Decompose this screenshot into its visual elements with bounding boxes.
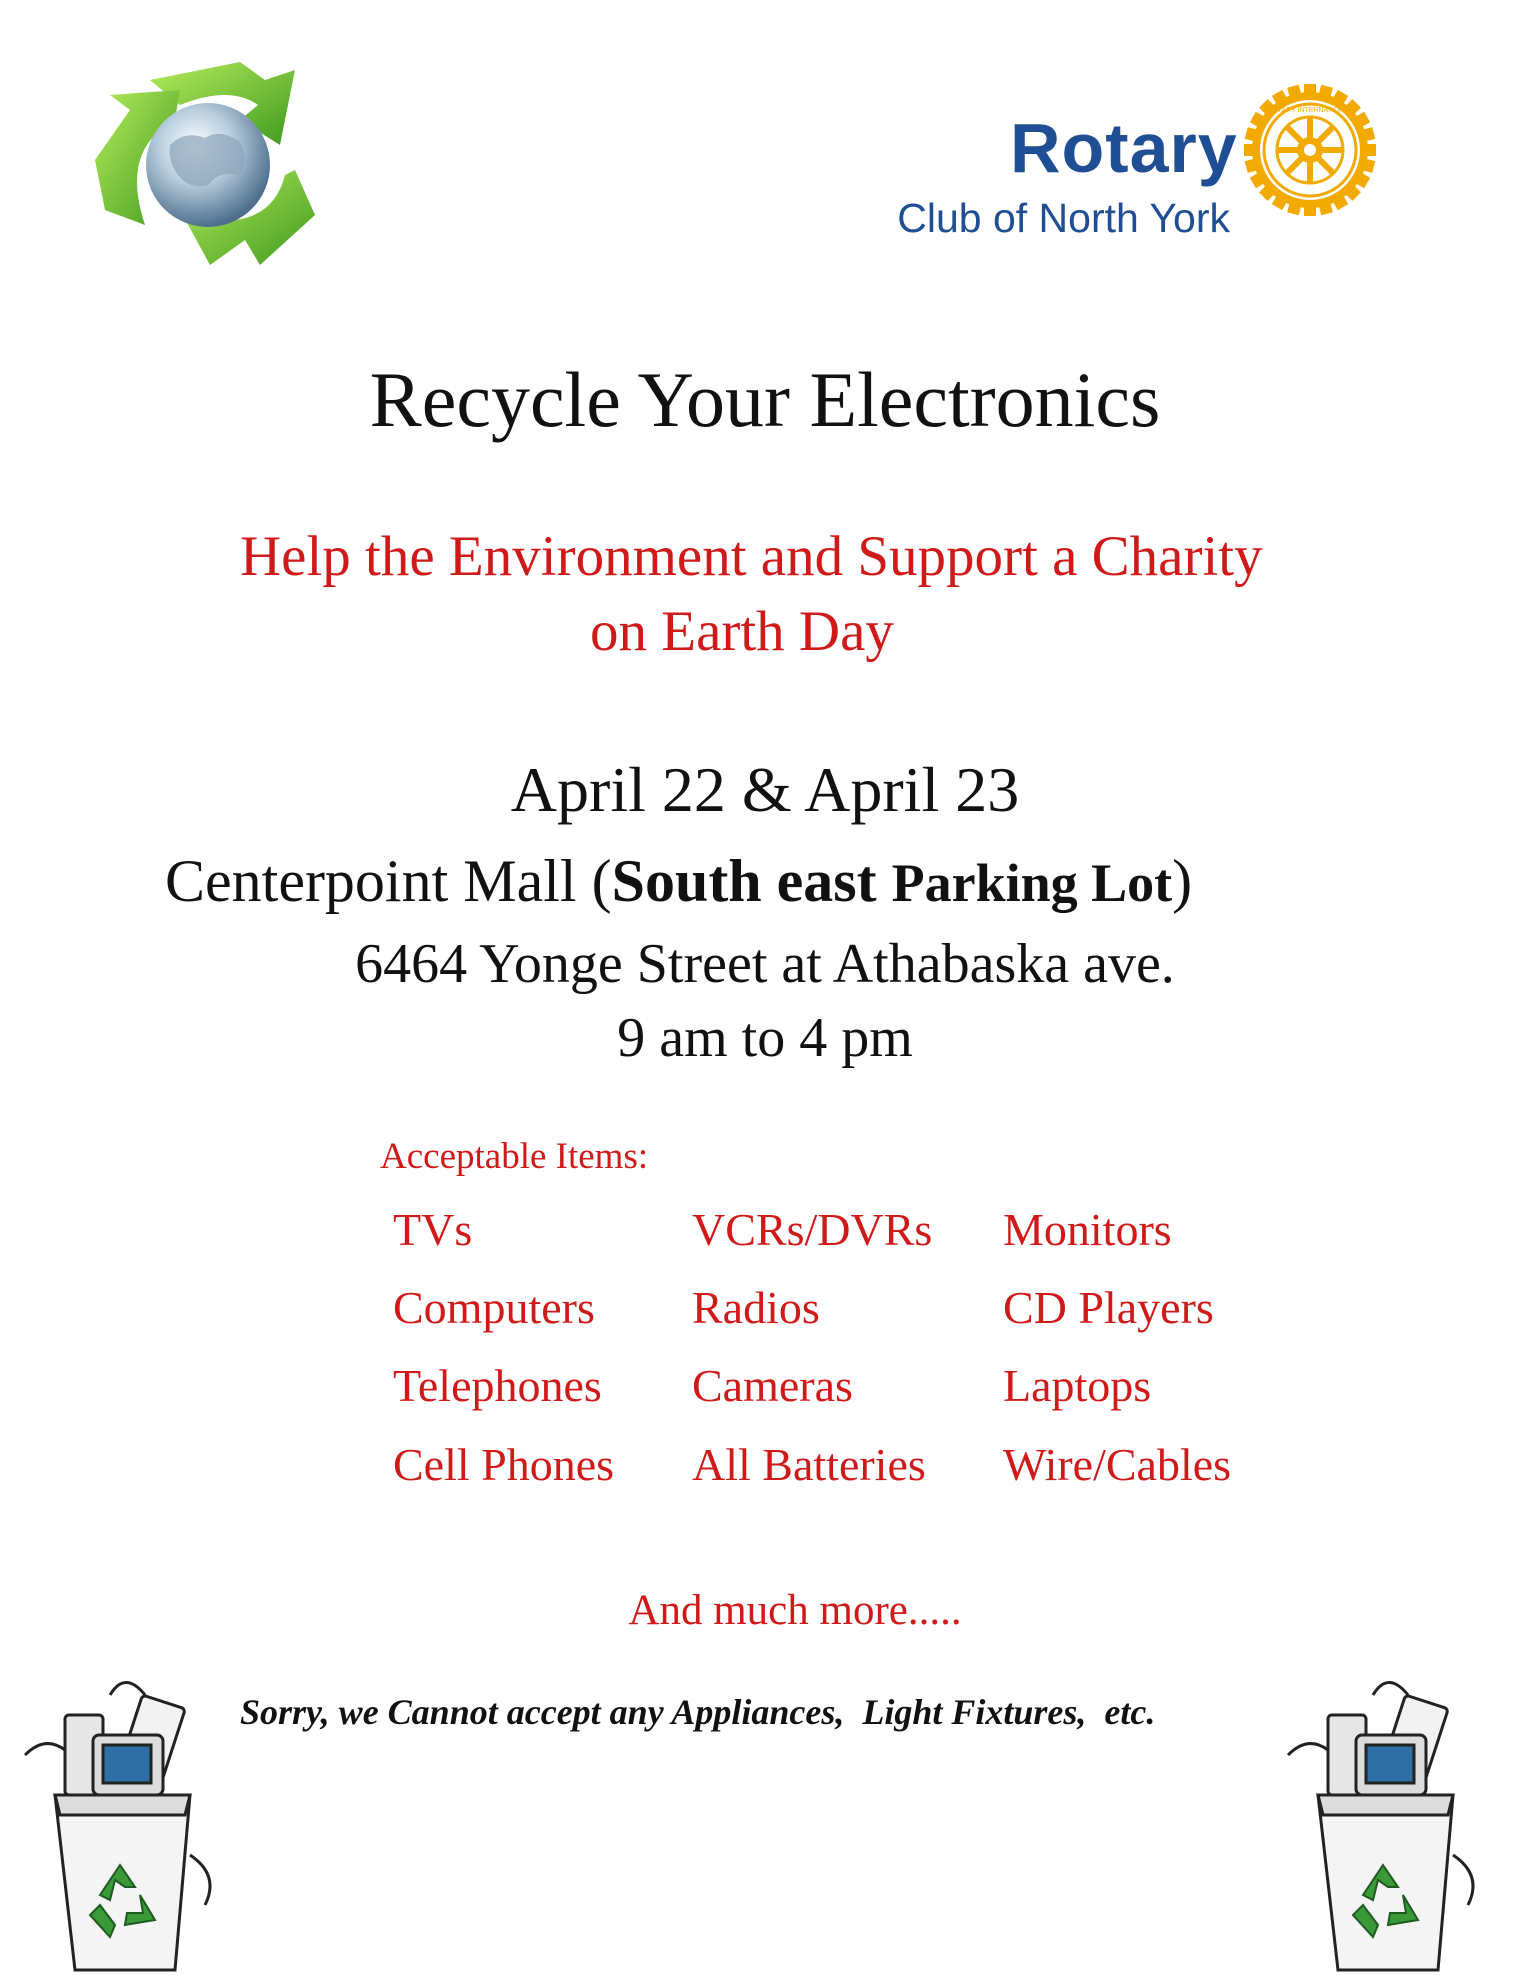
venue-prefix: Centerpoint Mall (	[165, 848, 612, 914]
item-radios: Radios	[692, 1282, 820, 1333]
event-hours: 9 am to 4 pm	[617, 1007, 913, 1069]
club-name: Club of North York	[897, 195, 1230, 241]
item-monitors: Monitors	[1003, 1204, 1172, 1255]
recycle-bin-icon	[15, 1675, 230, 1975]
item-cell-phones: Cell Phones	[393, 1439, 615, 1490]
venue-bold-1: South east	[611, 848, 877, 914]
wheel-tooth	[1362, 144, 1376, 156]
acceptable-items-heading: Acceptable Items:	[380, 1136, 649, 1177]
wheel-text: ROTARY INTERNATIONAL	[1267, 107, 1353, 114]
event-address: 6464 Yonge Street at Athabaska ave.	[355, 933, 1175, 995]
rotary-wheel-icon	[1240, 80, 1380, 220]
event-venue	[165, 845, 1192, 919]
item-laptops: Laptops	[1003, 1360, 1152, 1411]
disclaimer: Sorry, we Cannot accept any Appliances, Light Fixtures, etc.	[240, 1692, 1156, 1732]
wheel-tooth	[1304, 202, 1316, 216]
headline: Recycle Your Electronics	[369, 356, 1161, 443]
tagline-line2: on Earth Day	[590, 600, 894, 663]
and-much-more: And much more.....	[628, 1587, 962, 1634]
rotary-logo-text: Rotary	[1010, 109, 1238, 187]
item-cameras: Cameras	[692, 1360, 853, 1411]
wheel-tooth	[1304, 84, 1316, 98]
venue-bold-2: Parking Lot	[891, 853, 1173, 913]
item-all-batteries: All Batteries	[692, 1439, 926, 1490]
item-tvs: TVs	[393, 1204, 473, 1255]
event-dates: April 22 & April 23	[510, 754, 1020, 825]
item-wire-cables: Wire/Cables	[1003, 1439, 1232, 1490]
wheel-tooth	[1244, 144, 1258, 156]
venue-suffix: )	[1172, 848, 1193, 914]
item-computers: Computers	[393, 1282, 595, 1333]
item-vcrs-dvrs: VCRs/DVRs	[692, 1204, 933, 1255]
recycle-globe-icon	[90, 50, 320, 275]
item-telephones: Telephones	[393, 1360, 602, 1411]
item-cd-players: CD Players	[1003, 1282, 1214, 1333]
tagline-line1: Help the Environment and Support a Charity	[240, 525, 1263, 588]
recycle-bin-icon	[1278, 1675, 1493, 1975]
